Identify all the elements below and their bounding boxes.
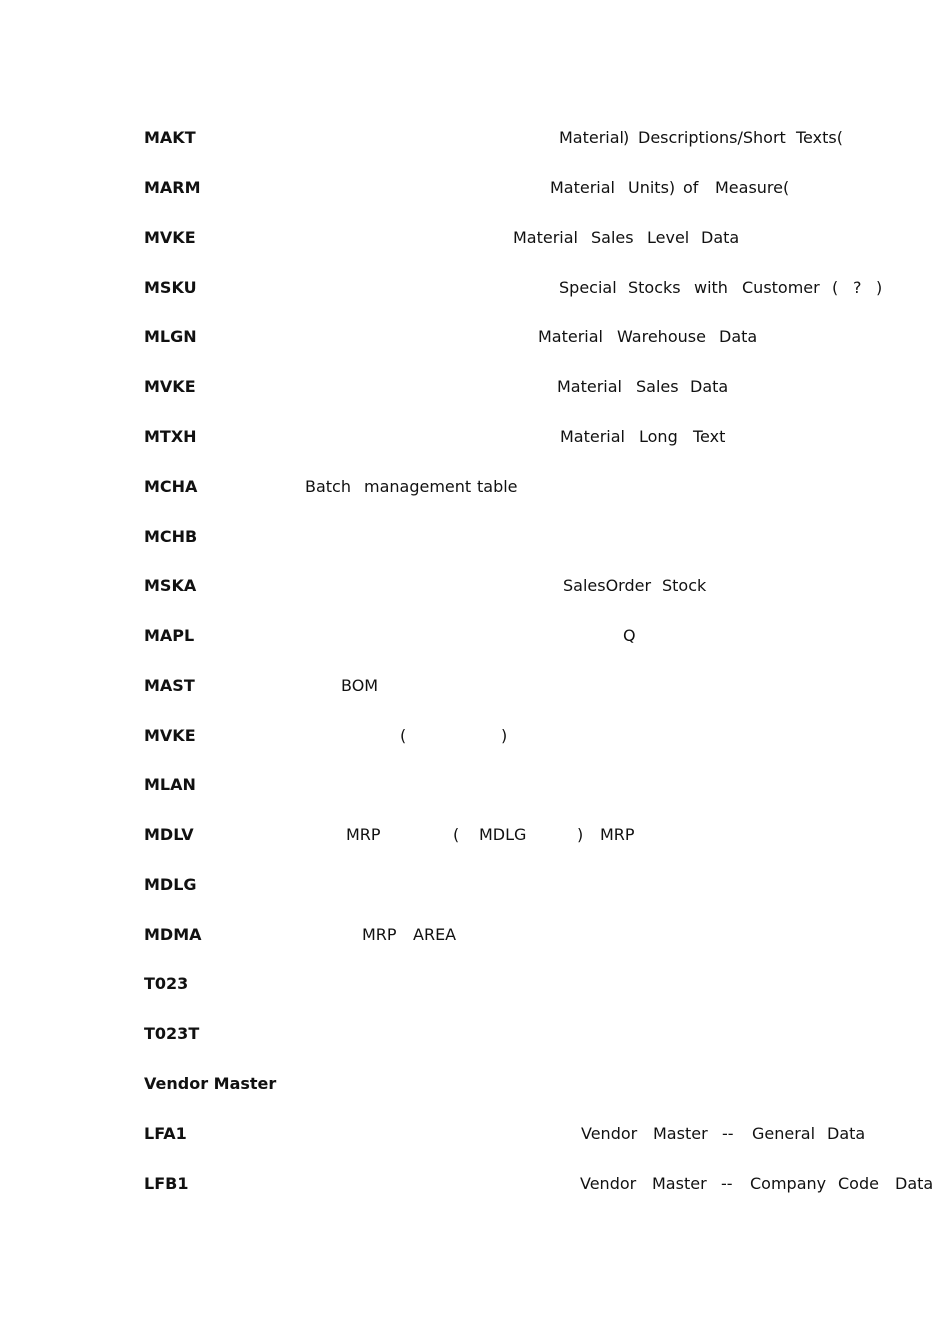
description-word: Material (560, 427, 625, 446)
description-word: General (752, 1124, 816, 1143)
table-code: MCHA (144, 477, 198, 496)
table-code: T023T (144, 1024, 200, 1043)
description-word: Sales (591, 228, 634, 247)
description-word: table (477, 477, 518, 496)
description-word: Master (653, 1124, 708, 1143)
description-word: -- (722, 1124, 734, 1143)
description-word: Data (701, 228, 740, 247)
description-word: Texts( (796, 128, 843, 147)
table-code: MAST (144, 676, 195, 695)
description-word: MDLG (479, 825, 527, 844)
description-word: -- (721, 1174, 733, 1193)
table-code: MVKE (144, 726, 196, 745)
table-row (0, 622, 950, 650)
table-row (0, 722, 950, 750)
description-word: AREA (413, 925, 457, 944)
description-word: Data (895, 1174, 934, 1193)
description-word: Material (550, 178, 615, 197)
table-row (0, 821, 950, 849)
table-code: MLAN (144, 775, 196, 794)
table-code: MDLV (144, 825, 194, 844)
description-word: MRP (346, 825, 381, 844)
table-row (0, 871, 950, 899)
table-row (0, 373, 950, 401)
table-row (0, 174, 950, 202)
description-word: management (364, 477, 472, 496)
table-row (0, 921, 950, 949)
description-word: Stocks (628, 278, 681, 297)
description-word: Material (513, 228, 578, 247)
table-code: MTXH (144, 427, 197, 446)
table-row (0, 1020, 950, 1048)
table-row (0, 224, 950, 252)
table-code: MARM (144, 178, 201, 197)
description-word: ( (832, 278, 839, 297)
table-code: LFA1 (144, 1124, 187, 1143)
table-row (0, 124, 950, 152)
description-word: MRP (600, 825, 635, 844)
description-word: Data (690, 377, 729, 396)
description-word: of (683, 178, 699, 197)
description-word: Level (647, 228, 690, 247)
description-word: Units) (628, 178, 676, 197)
description-word: BOM (341, 676, 379, 695)
description-word: Company (750, 1174, 827, 1193)
description-word: Sales (636, 377, 679, 396)
table-row (0, 572, 950, 600)
description-word: Code (838, 1174, 879, 1193)
table-code: MDLG (144, 875, 197, 894)
table-code: MLGN (144, 327, 197, 346)
description-word: ) (577, 825, 584, 844)
table-row (0, 970, 950, 998)
description-word: Data (719, 327, 758, 346)
description-word: Batch (305, 477, 351, 496)
table-row (0, 672, 950, 700)
description-word: Customer (742, 278, 820, 297)
description-word: Vendor (580, 1174, 637, 1193)
table-code: LFB1 (144, 1174, 189, 1193)
table-row (0, 1120, 950, 1148)
description-word: Measure( (715, 178, 790, 197)
description-word: Vendor (581, 1124, 638, 1143)
description-word: MRP (362, 925, 397, 944)
description-word: Warehouse (617, 327, 706, 346)
table-code: MAPL (144, 626, 195, 645)
description-word: Long (639, 427, 678, 446)
table-row (0, 323, 950, 351)
description-word: ( (453, 825, 460, 844)
table-code: MCHB (144, 527, 198, 546)
table-row (0, 473, 950, 501)
description-word: Master (652, 1174, 707, 1193)
description-word: Material (559, 128, 624, 147)
description-word: Material (557, 377, 622, 396)
description-word: ) (876, 278, 883, 297)
description-word: with (694, 278, 728, 297)
table-row (0, 274, 950, 302)
table-code: MVKE (144, 228, 196, 247)
description-word: Q (623, 626, 636, 645)
table-code: MVKE (144, 377, 196, 396)
table-code: T023 (144, 974, 189, 993)
description-word: ? (853, 278, 862, 297)
description-word: SalesOrder (563, 576, 652, 595)
table-row (0, 523, 950, 551)
section-heading: Vendor Master (144, 1074, 277, 1093)
table-row (0, 771, 950, 799)
description-word: ) (623, 128, 630, 147)
table-code: MAKT (144, 128, 196, 147)
section-heading-row (0, 1070, 950, 1098)
description-word: Data (827, 1124, 866, 1143)
table-code: MSKU (144, 278, 197, 297)
table-row (0, 1170, 950, 1198)
description-word: ( (400, 726, 407, 745)
description-word: Special (559, 278, 617, 297)
description-word: Material (538, 327, 603, 346)
table-code: MSKA (144, 576, 197, 595)
description-word: Descriptions/Short (638, 128, 786, 147)
table-code: MDMA (144, 925, 202, 944)
description-word: Text (693, 427, 726, 446)
table-row (0, 423, 950, 451)
description-word: ) (501, 726, 508, 745)
description-word: Stock (662, 576, 707, 595)
